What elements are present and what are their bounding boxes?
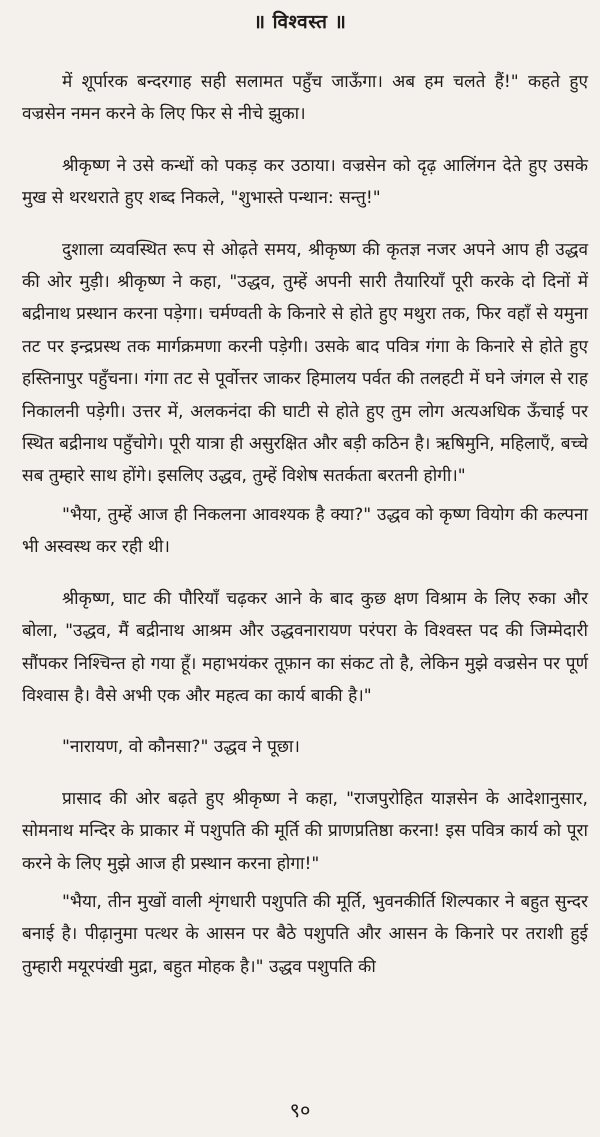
page-number: ९०: [289, 1098, 311, 1122]
paragraph: "भैया, तुम्हें आज ही निकलना आवश्यक है क्या?" उद्धव को कृष्ण वियोग की कल्पना भी अस्वस्थ कर रही थी।: [22, 504, 588, 558]
paragraph: प्रासाद की ओर बढ़ते हुए श्रीकृष्ण ने कहा, "राजपुरोहित याज्ञसेन के आदेशानुसार, सोमनाथ मन्दिर के प्राकार में पशुपति की मूर्ति की प्राणप्रतिष्ठा करना! इस पवित्र कार्य को पूरा करने के लिए मुझे आज ही प्रस्थान करना होगा!": [22, 788, 588, 874]
body-text: [22, 66, 588, 1002]
paragraph: श्रीकृष्ण ने उसे कन्धों को पकड़ कर उठाया। वज्रसेन को दृढ़ आलिंगन देते हुए उसके मुख से थरथराते हुए शब्द निकले, "शुभास्ते पन्थान: सन्तु!": [22, 155, 588, 209]
paragraph: श्रीकृष्ण, घाट की पौरियाँ चढ़कर आने के बाद कुछ क्षण विश्राम के लिए रुका और बोला, "उद्धव, मैं बद्रीनाथ आश्रम और उद्धवनारायण परंपरा के विश्वस्त पद की जिम्मेदारी सौंपकर निश्चिन्त हो गया हूँ। महाभयंकर तूफ़ान का संकट तो है, लेकिन मुझे वज्रसेन पर पूर्ण विश्वास है। वैसे अभी एक और महत्व का कार्य बाकी है।": [22, 588, 588, 706]
paragraph: में शूर्पारक बन्दरगाह सही सलामत पहुँच जाऊँगा। अब हम चलते हैं!" कहते हुए वज्रसेन नमन करने के लिए फिर से नीचे झुका।: [22, 72, 588, 125]
running-header: ॥ विश्वस्त ॥: [253, 11, 347, 33]
paragraph: "भैया, तीन मुखों वाली शृंगधारी पशुपति की मूर्ति, भुवनकीर्ति शिल्पकार ने बहुत सुन्दर बनाई है। पीढ़ानुमा पत्थर के आसन पर बैठे पशुपति और आसन के किनारे पर तराशी हुई तुम्हारी मयूरपंखी मुद्रा, बहुत मोहक है।" उद्धव पशुपति की: [22, 891, 588, 977]
paragraph: "नारायण, वो कौनसा?" उद्धव ने पूछा।: [62, 737, 300, 758]
paragraph: दुशाला व्यवस्थित रूप से ओढ़ते समय, श्रीकृष्ण की कृतज्ञ नजर अपने आप ही उद्धव की ओर मुड़ी। श्रीकृष्ण ने कहा, "उद्धव, तुम्हें अपनी सारी तैयारियाँ पूरी करके दो दिनों में बद्रीनाथ प्रस्थान करना पड़ेगा। चर्मण्वती के किनारे से होते हुए मथुरा तक, फिर वहाँ से यमुना तट पर इन्द्रप्रस्थ तक मार्गक्रमणा करनी पड़ेगी। उसके बाद पवित्र गंगा के किनारे से होते हुए हस्तिनापुर पहुँचना। गंगा तट से पूर्वोत्तर जाकर हिमालय पर्वत की तलहटी में घने जंगल से राह निकालनी पड़ेगी। उत्तर में, अलकनंदा की घाटी से होते हुए तुम लोग अत्यअधिक ऊँचाई पर स्थित बद्रीनाथ पहुँचोगे। पूरी यात्रा ही असुरक्षित और बड़ी कठिन है। ऋषिमुनि, महिलाएँ, बच्चे सब तुम्हारे साथ होंगे। इसलिए उद्धव, तुम्हें विशेष सतर्कता बरतनी होगी।": [22, 239, 588, 487]
